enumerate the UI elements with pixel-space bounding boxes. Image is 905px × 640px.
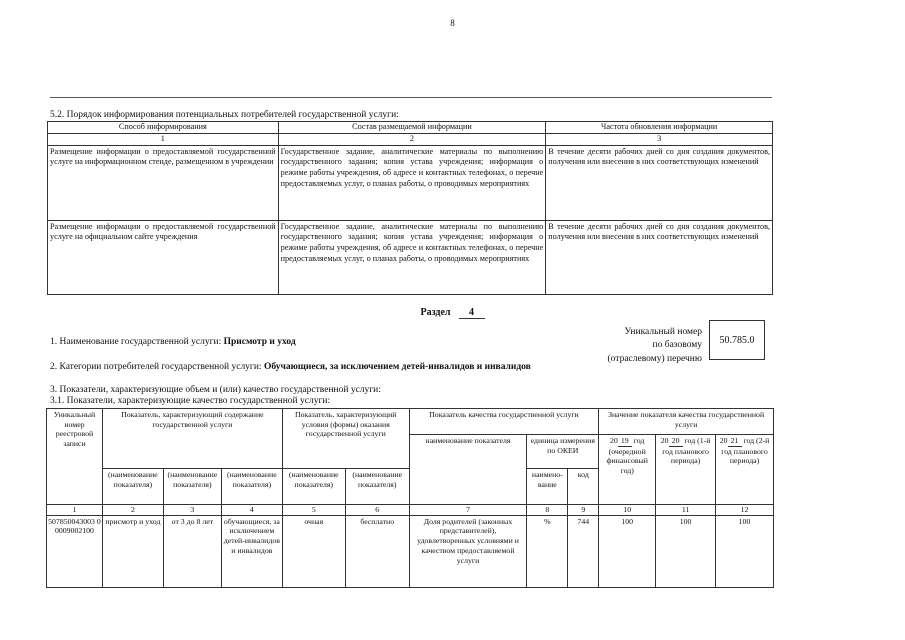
header-content: Состав размещаемой информации [278,122,546,134]
cell-unit: % [527,515,568,587]
service-name-line [50,337,296,347]
info-frequency: В течение десяти рабочих дней со дня создания документов, получения или внесения в них соответствующих изменений [546,145,773,220]
consumer-category-label: 2. Категории потребителей государственной услуги: [50,362,262,372]
header-sub-name: (наименование показателя) [163,469,221,505]
header-quality-indicator: Показатель качества государственной услуги [409,409,599,435]
cell-content-3: обучающиеся, за исключением детей-инвалидов и инвалидов [221,515,282,587]
header-frequency: Частота обновления информации [546,122,773,134]
consumer-category-line [50,362,531,372]
cell-value-year-1: 100 [599,515,656,587]
item-3-heading: 3. Показатели, характеризующие объем и (или) качество государственной услуги: [50,385,381,395]
cell-content-1: присмотр и уход [102,515,163,587]
unique-number-box: 50.785.0 [709,320,765,360]
header-regnum: Уникальный номер реестровой записи [47,409,103,505]
informing-row [48,220,773,294]
cell-condition-2: бесплатно [345,515,409,587]
info-content: Государственное задание, аналитические материалы по выполнению государственного задания; копия устава учреждения; информация о режиме работы учреждения, об адресе и контактных телефонах, о перечне предоставляемых услуг, о планах работы, о проводимых мероприятиях [278,145,546,220]
year-value: 20 [669,436,683,447]
indicators-number-row [47,505,774,516]
col-number: 1 [47,505,103,516]
col-number: 9 [568,505,599,516]
year-caption: год (2-й год планового периода) [721,436,770,466]
header-unit-code: код [568,469,599,505]
informing-table [47,121,773,295]
unique-label-line: Уникальный номер [624,327,702,337]
cell-content-2: от 3 до 8 лет [163,515,221,587]
informing-number-row [48,133,773,145]
table-row [47,515,774,587]
cell-value-year-3: 100 [716,515,774,587]
col-number: 3 [163,505,221,516]
col-number: 5 [282,505,345,516]
unique-label-line: (отраслевому) перечню [607,353,702,364]
header-divider [50,97,772,98]
info-content: Государственное задание, аналитические материалы по выполнению государственного задания; копия устава учреждения; информация о режиме работы учреждения, об адресе и контактных телефонах, о перечне предоставляемых услуг, о планах работы, о проводимых мероприятиях [278,220,546,294]
year-prefix: 20 [660,436,669,445]
service-name-value: Присмотр и уход [223,337,296,347]
indicators-header-row [47,409,774,435]
year-prefix: 20 [609,436,618,445]
consumer-category-value: Обучающиеся, за исключением детей-инвалидов и инвалидов [263,362,531,372]
informing-row [48,145,773,220]
year-value: 21 [728,436,742,447]
service-name-label: 1. Наименование государственной услуги: [50,337,222,347]
section-number: 4 [459,307,485,319]
item-3-1-heading: 3.1. Показатели, характеризующие качество государственной услуги: [50,396,331,406]
unique-label-line: по базовому [652,340,702,351]
cell-value-year-2: 100 [656,515,716,587]
col-number: 2 [102,505,163,516]
header-unit: единица измерения по ОКЕИ [527,435,599,469]
year-caption: год (1-й год планового периода) [662,436,711,466]
year-caption: год (очередной финансовый год) [606,436,648,476]
header-quality-value: Значение показателя качества государственной услуги [599,409,774,435]
col-number: 12 [716,505,774,516]
col-number: 11 [656,505,716,516]
header-sub-name: (наименование показателя) [345,469,409,505]
cell-unit-code: 744 [568,515,599,587]
col-number: 1 [48,133,279,145]
header-year-2 [656,435,716,505]
cell-condition-1: очная [282,515,345,587]
unique-number-label [590,326,702,366]
header-year-3 [716,435,774,505]
col-number: 7 [409,505,527,516]
header-condition-indicator: Показатель, характеризующий условия (формы) оказания государственной услуги [282,409,409,469]
col-number: 4 [221,505,282,516]
year-value: 19 [618,436,632,447]
header-year-1 [599,435,656,505]
info-frequency: В течение десяти рабочих дней со дня создания документов, получения или внесения в них соответствующих изменений [546,220,773,294]
informing-header-row [48,122,773,134]
col-number: 3 [546,133,773,145]
header-unit-name: наимено-вание [527,469,568,505]
col-number: 10 [599,505,656,516]
col-number: 2 [278,133,546,145]
section-label: Раздел [420,307,451,318]
col-number: 8 [527,505,568,516]
info-method: Размещение информации о предоставляемой государственной услуге на официальном сайте учреждения [48,220,279,294]
header-content-indicator: Показатель, характеризующий содержание государственной услуги [102,409,282,469]
quality-indicators-table [46,408,774,588]
section-heading [0,307,905,319]
cell-regnum: 507850043003 00009002100 [47,515,103,587]
cell-indicator-name: Доля родителей (законных представителей), удовлетворенных условиями и качеством предоставляемой услуги [409,515,527,587]
header-sub-name: (наименование показателя) [102,469,163,505]
header-sub-name: (наименование показателя) [282,469,345,505]
year-prefix: 20 [719,436,728,445]
header-indicator-name: наименование показателя [409,435,527,505]
header-method: Способ информирования [48,122,279,134]
col-number: 6 [345,505,409,516]
section-5-2-title: 5.2. Порядок информирования потенциальных потребителей государственной услуги: [50,110,399,120]
page-number: 8 [450,18,455,28]
info-method: Размещение информации о предоставляемой государственной услуге на информационном стенде, размещенном в учреждении [48,145,279,220]
header-sub-name: (наименование показателя) [221,469,282,505]
